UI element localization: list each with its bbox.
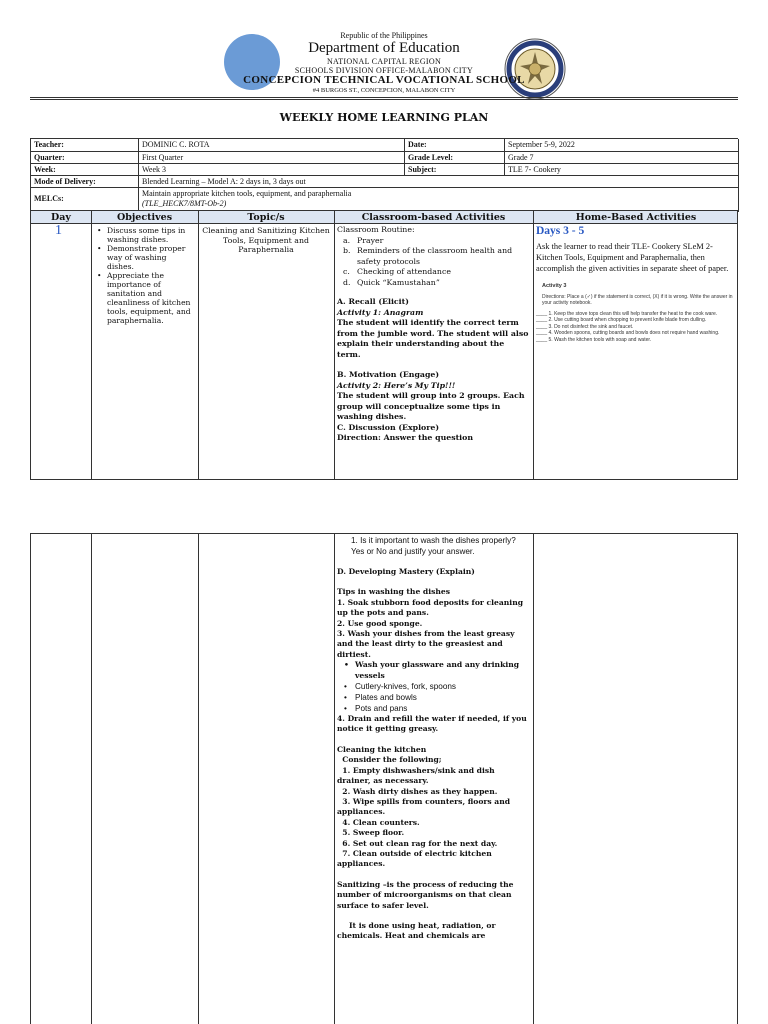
objectives-list [95,226,193,325]
kitchen-item: 7. Clean outside of electric kitchen appliances. [337,848,495,869]
plan-table-continued [30,533,738,1024]
routine-item: a. Prayer [343,235,384,245]
guide-question: 1. Is it important to wash the dishes properly? Yes or No and justify your answer. [351,536,516,556]
school-address: #4 BURGOS ST., CONCEPCION, MALABON CITY [312,87,456,94]
activity-item: ____ 5. Wash the kitchen tools with soap and water. [536,336,652,343]
mastery-title: D. Developing Mastery (Explain) [337,567,475,576]
motivation-title: B. Motivation (Engage) [337,370,440,379]
activity-item: ____ 2. Use cutting board when chopping to prevent knife blade from dulling. [536,317,707,323]
kitchen-item: 1. Empty dishwashers/sink and dish drainer, as necessary. [337,765,498,786]
discussion-direction: Direction: Answer the question [337,433,474,442]
header-objectives: Objectives [116,212,173,223]
col-divider-2 [198,211,199,479]
topic-text: Cleaning and Sanitizing Kitchen Tools, Equipment and Paraphernalia [202,226,330,254]
discussion-title: C. Discussion (Explore) [337,422,440,432]
activity-title: Activity 3 [542,283,567,289]
objective-item: • Appreciate the importance of sanitation and cleanliness of kitchen tools, equipment, and paraphernalia. [95,271,193,325]
col-divider-3 [334,211,335,479]
col-divider-1 [91,534,92,1024]
info-table [30,138,738,211]
kitchen-item: 6. Set out clean rag for the next day. [337,838,498,848]
routine-item: d. Quick “Kamustahan” [343,277,440,287]
melc-value [139,188,739,212]
week-value: Week 3 [139,164,405,176]
grade-value: Grade 7 [505,152,739,164]
subject-label: Subject: [405,164,505,176]
home-instructions: Ask the learner to read their TLE- Cookery SLeM 2- Kitchen Tools, Equipment and Paraphernalia, then accomplish the given activities in separate sheet of paper. [536,242,729,273]
header-rule-top [30,97,738,98]
motivation-activity: Activity 2: Here’s My Tip!!! [337,380,456,390]
activity-item: ____ 4. Wooden spoons, cutting boards and bowls does not require hand washing. [536,330,720,336]
tips-title: Tips in washing the dishes [337,587,451,597]
tip-item: 4. Drain and refill the water if needed, if you notice it getting greasy. [337,714,527,734]
melc-code: (TLE_HECK7/8MT-Ob-2) [142,199,227,208]
sanitizing-method: It is done using heat, radiation, or chemicals. Heat and chemicals are [337,920,496,941]
week-label: Week: [31,164,139,176]
subject-value: TLE 7- Cookery [505,164,739,176]
teacher-label: Teacher: [31,139,139,152]
header-topics: Topic/s [247,212,285,223]
recall-activity: Activity 1: Anagram [337,307,424,317]
school-name: CONCEPCION TECHNICAL VOCATIONAL SCHOOL [243,74,525,86]
tip-bullet: • Wash your glassware and any drinking vessels [337,660,530,681]
objective-item: • Demonstrate proper way of washing dishes. [95,244,193,271]
plan-table [30,210,738,480]
kitchen-item: 4. Clean counters. [337,817,420,827]
page-title: WEEKLY HOME LEARNING PLAN [279,111,489,124]
day-number: 1 [55,223,62,238]
header-day: Day [51,212,71,223]
melc-label: MELCs: [31,188,139,212]
col-divider-4 [533,211,534,479]
tip-bullet: • Cutlery-knives, fork, spoons [337,681,530,692]
routine-item: c. Checking of attendance [343,267,451,276]
date-value: September 5-9, 2022 [505,139,739,152]
recall-title: A. Recall (Elicit) [337,297,409,306]
grade-label: Grade Level: [405,152,505,164]
mode-value: Blended Learning – Model A: 2 days in, 3 days out [139,176,739,188]
tip-item: 2. Use good sponge. [337,618,423,628]
melc-text: Maintain appropriate kitchen tools, equipment, and paraphernalia [142,189,352,198]
routine-title: Classroom Routine: [337,225,415,234]
kitchen-title: Cleaning the kitchen [337,744,427,754]
kitchen-item: 2. Wash dirty dishes as they happen. [337,786,498,796]
classroom-activities [337,225,530,444]
header-classroom: Classroom-based Activities [361,212,506,223]
quarter-label: Quarter: [31,152,139,164]
division-line: SCHOOLS DIVISION OFFICE-MALABON CITY [294,66,474,75]
kitchen-item: 5. Sweep floor. [337,828,405,838]
motivation-text: The student will group into 2 groups. Each group will conceptualize some tips in washing dishes. [337,391,525,421]
header-rule-bottom [30,99,738,100]
tip-item: 3. Wash your dishes from the least greasy and the least dirty to the greasiest and dirtiest. [337,629,515,659]
recall-text: The student will identify the correct term from the jumble word. The student will also explain their understanding about the term. [337,318,529,359]
tip-item: 1. Soak stubborn food deposits for cleaning up the pots and pans. [337,597,524,618]
region-line: NATIONAL CAPITAL REGION [326,57,442,66]
kitchen-intro: Consider the following; [337,755,442,765]
objective-item: • Discuss some tips in washing dishes. [95,226,193,244]
republic-line: Republic of the Philippines [340,31,428,40]
home-days: Days 3 - 5 [536,225,585,237]
col-divider-2 [198,534,199,1024]
activity-sheet [536,283,735,343]
kitchen-item: 3. Wipe spills from counters, floors and appliances. [337,796,513,817]
activity-item: ____ 3. Do not disinfect the sink and faucet. [536,323,634,330]
activity-direction: Directions: Place a (✓) if the statement is correct, (X) if it is wrong. Write the answer in your activity notebook. [542,293,733,306]
quarter-value: First Quarter [139,152,405,164]
sanitizing-definition: Sanitizing –is the process of reducing the number of microorganisms on that clean surface to safer level. [337,879,514,910]
tip-bullet: • Pots and pans [337,703,530,714]
col-divider-4 [533,534,534,1024]
teacher-value: DOMINIC C. ROTA [139,139,405,152]
mode-label: Mode of Delivery: [31,176,139,188]
activity-item: ____ 1. Keep the stove tops clean this will help transfer the heat to the cook ware. [536,310,718,317]
tip-bullet: • Plates and bowls [337,692,530,703]
home-activities [536,225,735,343]
routine-item: b. Reminders of the classroom health and safety protocols [343,246,513,266]
col-divider-1 [91,211,92,479]
department-name: Department of Education [308,40,460,56]
header-home: Home-Based Activities [575,212,697,223]
col-divider-3 [334,534,335,1024]
tip-bullet-list [337,660,530,714]
date-label: Date: [405,139,505,152]
classroom-activities-continued [337,535,530,942]
